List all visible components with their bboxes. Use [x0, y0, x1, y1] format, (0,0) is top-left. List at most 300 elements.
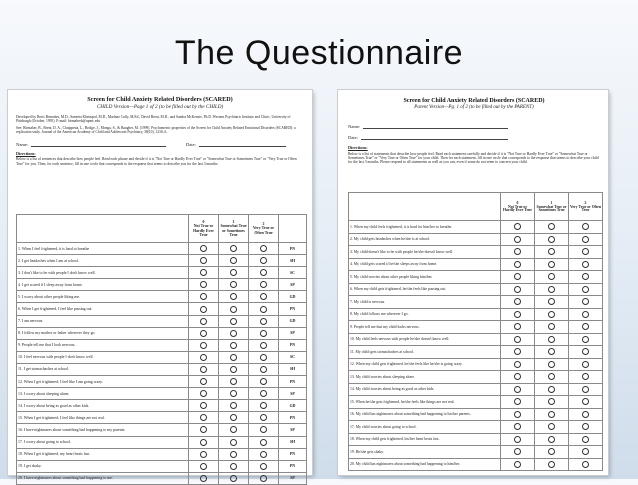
parent-date-field[interactable] [348, 135, 508, 140]
child-answer-cell [249, 303, 279, 315]
child-question-row [17, 424, 307, 436]
child-answer-cell [219, 327, 249, 339]
child-response-circle[interactable] [230, 245, 237, 252]
slide-title: The Questionnaire [174, 34, 464, 72]
parent-response-circle[interactable] [582, 236, 589, 243]
child-question-text: 19. I get shaky. [17, 460, 189, 472]
parent-response-circle[interactable] [514, 223, 521, 230]
child-response-circle[interactable] [260, 366, 267, 373]
child-answer-cell [249, 363, 279, 375]
child-answer-cell [219, 243, 249, 255]
parent-answer-cell [535, 308, 569, 321]
child-answer-cell [219, 400, 249, 412]
child-question-text: 3. I don't like to be with people I don't know well. [17, 267, 189, 279]
parent-answer-cell [535, 371, 569, 384]
child-date-field[interactable] [186, 142, 286, 147]
child-response-circle[interactable] [200, 245, 207, 252]
child-response-circle[interactable] [200, 451, 207, 458]
parent-response-circle[interactable] [514, 298, 521, 305]
child-answer-cell [249, 472, 279, 484]
child-response-circle[interactable] [200, 390, 207, 397]
child-answer-cell [219, 303, 249, 315]
child-answer-cell [219, 436, 249, 448]
child-response-circle[interactable] [260, 439, 267, 446]
child-response-circle[interactable] [260, 463, 267, 470]
parent-response-circle[interactable] [582, 373, 589, 380]
child-answer-cell [249, 243, 279, 255]
child-response-circle[interactable] [230, 354, 237, 361]
child-response-circle[interactable] [200, 330, 207, 337]
child-answer-cell [189, 255, 219, 267]
parent-response-circle[interactable] [582, 311, 589, 318]
parent-answer-cell [535, 408, 569, 421]
parent-response-circle[interactable] [582, 436, 589, 443]
child-question-text: 2. I get headaches when I am at school. [17, 255, 189, 267]
child-factor-code: PN [279, 412, 307, 424]
child-response-circle[interactable] [230, 293, 237, 300]
child-factor-code: GD [279, 400, 307, 412]
child-answer-cell [189, 339, 219, 351]
parent-answer-cell [569, 346, 603, 359]
child-response-circle[interactable] [230, 402, 237, 409]
parent-response-circle[interactable] [514, 411, 521, 418]
parent-question-row [349, 321, 603, 334]
parent-answer-cell [569, 383, 603, 396]
parent-question-row [349, 458, 603, 471]
child-answer-cell [219, 279, 249, 291]
child-question-text: 11. I get stomachaches at school. [17, 363, 189, 375]
child-question-row [17, 363, 307, 375]
parent-answer-cell [501, 246, 535, 259]
child-question-text: 18. When I get frightened, my heart beats fast. [17, 448, 189, 460]
child-factor-code: PN [279, 376, 307, 388]
parent-answer-cell [535, 296, 569, 309]
child-version-page [8, 90, 312, 481]
child-answer-cell [249, 315, 279, 327]
child-answer-cell [249, 412, 279, 424]
parent-question-row [349, 221, 603, 234]
parent-version-page [338, 90, 608, 475]
child-response-circle[interactable] [230, 366, 237, 373]
child-response-circle[interactable] [230, 257, 237, 264]
parent-answer-cell [569, 433, 603, 446]
parent-question-text: 14. My child worries about being as good as other kids. [349, 383, 501, 396]
parent-doc-subtitle: Parent Version—Pg. 1 of 2 (to be filled out by the PARENT) [414, 105, 534, 110]
child-question-text: 17. I worry about going to school. [17, 436, 189, 448]
child-code-header [279, 215, 307, 243]
child-response-circle[interactable] [260, 245, 267, 252]
parent-question-text: 6. When my child gets frightened, he/she feels like passing out. [349, 283, 501, 296]
child-answer-cell [189, 376, 219, 388]
child-factor-code: SP [279, 327, 307, 339]
child-answer-cell [219, 315, 249, 327]
child-response-circle[interactable] [200, 426, 207, 433]
parent-response-circle[interactable] [548, 361, 555, 368]
parent-answer-cell [569, 458, 603, 471]
child-response-circle[interactable] [260, 414, 267, 421]
child-response-circle[interactable] [200, 366, 207, 373]
child-answer-cell [219, 339, 249, 351]
child-factor-code: SP [279, 279, 307, 291]
child-response-circle[interactable] [200, 281, 207, 288]
parent-question-text: 12. When my child gets frightened, he/she feels like he/she is going crazy. [349, 358, 501, 371]
child-response-circle[interactable] [260, 342, 267, 349]
parent-response-circle[interactable] [514, 311, 521, 318]
parent-response-circle[interactable] [548, 448, 555, 455]
parent-response-circle[interactable] [514, 286, 521, 293]
parent-answer-cell [501, 358, 535, 371]
parent-response-circle[interactable] [514, 386, 521, 393]
child-factor-code: SP [279, 472, 307, 484]
parent-answer-cell [535, 346, 569, 359]
parent-answer-cell [569, 408, 603, 421]
parent-response-circle[interactable] [548, 286, 555, 293]
parent-response-circle[interactable] [514, 348, 521, 355]
parent-answer-cell [535, 358, 569, 371]
parent-question-text: 13. My child worries about sleeping alone. [349, 371, 501, 384]
parent-response-circle[interactable] [582, 386, 589, 393]
child-response-circle[interactable] [230, 475, 237, 482]
child-col-2-header: 2 Very True or Often True [249, 215, 279, 243]
parent-response-circle[interactable] [548, 436, 555, 443]
child-question-row [17, 351, 307, 363]
child-answer-cell [189, 363, 219, 375]
parent-response-circle[interactable] [514, 373, 521, 380]
child-question-text: 14. I worry about being as good as other kids. [17, 400, 189, 412]
parent-question-text: 8. My child follows me wherever I go. [349, 308, 501, 321]
child-answer-cell [249, 376, 279, 388]
child-response-circle[interactable] [260, 390, 267, 397]
child-answer-cell [189, 400, 219, 412]
child-response-circle[interactable] [200, 318, 207, 325]
parent-answer-cell [569, 296, 603, 309]
child-item-header [17, 215, 189, 243]
parent-answer-cell [535, 321, 569, 334]
child-factor-code: SH [279, 363, 307, 375]
child-response-circle[interactable] [200, 342, 207, 349]
child-response-circle[interactable] [230, 463, 237, 470]
parent-doc-title: Screen for Child Anxiety Related Disorders (SCARED) [403, 98, 545, 104]
parent-question-text: 17. My child worries about going to school. [349, 421, 501, 434]
parent-response-circle[interactable] [548, 411, 555, 418]
parent-question-text: 20. My child has nightmares about something bad happening to him/her. [349, 458, 501, 471]
parent-response-circle[interactable] [548, 386, 555, 393]
parent-question-row [349, 433, 603, 446]
parent-answer-cell [501, 396, 535, 409]
child-answer-cell [219, 267, 249, 279]
parent-question-text: 10. My child feels nervous with people he/she doesn't know well. [349, 333, 501, 346]
child-response-circle[interactable] [200, 257, 207, 264]
parent-response-circle[interactable] [548, 236, 555, 243]
parent-response-circle[interactable] [582, 423, 589, 430]
child-col-0-header: 0 Not True or Hardly Ever True [189, 215, 219, 243]
parent-answer-cell [501, 333, 535, 346]
parent-response-circle[interactable] [514, 261, 521, 268]
parent-answer-cell [535, 433, 569, 446]
parent-answer-cell [501, 458, 535, 471]
child-answer-cell [219, 472, 249, 484]
child-response-circle[interactable] [230, 306, 237, 313]
child-response-circle[interactable] [230, 269, 237, 276]
child-answer-cell [219, 412, 249, 424]
child-answer-cell [189, 303, 219, 315]
child-answer-cell [189, 472, 219, 484]
child-question-row [17, 243, 307, 255]
parent-response-circle[interactable] [548, 298, 555, 305]
child-response-circle[interactable] [260, 318, 267, 325]
child-response-circle[interactable] [200, 269, 207, 276]
child-question-row [17, 315, 307, 327]
parent-answer-cell [501, 221, 535, 234]
parent-response-circle[interactable] [548, 273, 555, 280]
child-response-circle[interactable] [230, 414, 237, 421]
child-answer-cell [189, 243, 219, 255]
parent-response-circle[interactable] [514, 448, 521, 455]
parent-answer-cell [535, 446, 569, 459]
parent-answer-cell [535, 233, 569, 246]
child-question-row [17, 267, 307, 279]
child-question-text: 10. I feel nervous with people I don't know well. [17, 351, 189, 363]
parent-response-circle[interactable] [548, 323, 555, 330]
child-response-circle[interactable] [230, 330, 237, 337]
child-question-text: 20. I have nightmares about something bad happening to me. [17, 472, 189, 484]
child-response-circle[interactable] [260, 475, 267, 482]
child-question-row [17, 412, 307, 424]
child-response-circle[interactable] [200, 402, 207, 409]
parent-response-circle[interactable] [582, 223, 589, 230]
child-question-text: 1. When I feel frightened, it is hard to breathe [17, 243, 189, 255]
parent-answer-cell [501, 346, 535, 359]
parent-response-circle[interactable] [548, 261, 555, 268]
parent-question-row [349, 396, 603, 409]
child-response-circle[interactable] [260, 330, 267, 337]
child-factor-code: SP [279, 424, 307, 436]
parent-answer-cell [535, 458, 569, 471]
child-question-text: 16. I have nightmares about something bad happening to my parents. [17, 424, 189, 436]
parent-response-circle[interactable] [548, 398, 555, 405]
child-response-circle[interactable] [260, 426, 267, 433]
child-answer-cell [219, 376, 249, 388]
parent-question-text: 1. When my child feels frightened, it is hard for him/her to breathe. [349, 221, 501, 234]
child-factor-code: GD [279, 291, 307, 303]
child-response-circle[interactable] [230, 342, 237, 349]
parent-response-circle[interactable] [514, 273, 521, 280]
child-question-text: 8. I follow my mother or father wherever they go. [17, 327, 189, 339]
child-response-circle[interactable] [230, 451, 237, 458]
parent-response-circle[interactable] [514, 423, 521, 430]
parent-question-row [349, 258, 603, 271]
parent-response-circle[interactable] [548, 461, 555, 468]
parent-question-row [349, 446, 603, 459]
child-question-text: 15. When I get frightened, I feel like things are not real. [17, 412, 189, 424]
child-response-circle[interactable] [200, 378, 207, 385]
child-answer-cell [219, 291, 249, 303]
parent-question-row [349, 346, 603, 359]
child-name-field[interactable] [16, 142, 166, 147]
child-doc-title: Screen for Child Anxiety Related Disorders (SCARED) [87, 96, 233, 103]
child-date-label: Date: [186, 141, 196, 147]
child-answer-cell [249, 436, 279, 448]
parent-name-field[interactable] [348, 124, 508, 129]
parent-answer-cell [569, 396, 603, 409]
parent-directions-text: Below is a list of statements that describe how people feel. Read each statement carefully and decide if it is "Not True or Hardly Ever True" or "Somewhat True or Sometimes True" or "Very True or Often True" for your child. Then for each statement, fill in one circle that corresponds to the response that seems to describe your child for the last 3 months. Please respond to all statements as well as you can, even if some do not seem to concern your child. [348, 151, 599, 165]
child-response-circle[interactable] [260, 257, 267, 264]
child-response-circle[interactable] [200, 414, 207, 421]
parent-answer-cell [569, 246, 603, 259]
child-question-row [17, 400, 307, 412]
child-response-circle[interactable] [260, 306, 267, 313]
child-answer-cell [189, 436, 219, 448]
parent-answer-cell [535, 396, 569, 409]
parent-response-circle[interactable] [582, 398, 589, 405]
parent-answer-cell [569, 333, 603, 346]
parent-response-circle[interactable] [582, 248, 589, 255]
parent-answer-cell [569, 271, 603, 284]
child-response-circle[interactable] [200, 475, 207, 482]
child-response-circle[interactable] [200, 306, 207, 313]
child-answer-cell [249, 351, 279, 363]
parent-response-circle[interactable] [548, 423, 555, 430]
child-response-circle[interactable] [230, 281, 237, 288]
parent-response-circle[interactable] [582, 411, 589, 418]
child-doc-subtitle: CHILD Version—Page 1 of 2 (to be filled out by the CHILD) [96, 104, 224, 110]
child-response-circle[interactable] [200, 354, 207, 361]
child-answer-cell [249, 460, 279, 472]
child-question-row [17, 460, 307, 472]
child-directions-label: Directions: [16, 150, 36, 156]
parent-response-circle[interactable] [582, 361, 589, 368]
child-question-row [17, 472, 307, 484]
child-response-circle[interactable] [260, 269, 267, 276]
child-answer-cell [249, 327, 279, 339]
child-credit-developers: Developed by Boris Birmaher, M.D., Suneeta Khetarpal, M.D., Marlane Cully, M.Ed., David Brent, M.D., and Sandra McKenzie, Ph.D. Western Psychiatric Institute and Clinic, University of Pittsburgh (October, 1995). E-mail: birmaherb@upmc.edu [16, 115, 291, 124]
parent-answer-cell [501, 321, 535, 334]
child-answer-cell [249, 279, 279, 291]
parent-question-row [349, 408, 603, 421]
parent-response-circle[interactable] [582, 273, 589, 280]
child-question-text: 6. When I get frightened, I feel like passing out. [17, 303, 189, 315]
child-question-text: 12. When I get frightened, I feel like I am going crazy. [17, 376, 189, 388]
parent-question-row [349, 421, 603, 434]
child-question-row [17, 448, 307, 460]
parent-answer-cell [501, 233, 535, 246]
child-col-1-header: 1 Somewhat True or Sometimes True [219, 215, 249, 243]
child-response-circle[interactable] [230, 426, 237, 433]
child-factor-code: SC [279, 267, 307, 279]
parent-answer-cell [535, 221, 569, 234]
parent-response-circle[interactable] [548, 373, 555, 380]
parent-response-circle[interactable] [582, 348, 589, 355]
parent-answer-cell [501, 283, 535, 296]
child-response-circle[interactable] [200, 439, 207, 446]
parent-response-circle[interactable] [514, 461, 521, 468]
parent-answer-cell [569, 446, 603, 459]
parent-question-text: 9. People tell me that my child looks nervous. [349, 321, 501, 334]
parent-response-circle[interactable] [514, 361, 521, 368]
parent-answer-cell [569, 258, 603, 271]
child-response-circle[interactable] [230, 439, 237, 446]
child-factor-code: PN [279, 448, 307, 460]
parent-response-circle[interactable] [582, 323, 589, 330]
child-response-circle[interactable] [260, 451, 267, 458]
parent-col-1-header: 1 Somewhat True or Sometimes True [535, 193, 569, 221]
child-factor-code: SP [279, 388, 307, 400]
parent-question-row [349, 358, 603, 371]
child-response-circle[interactable] [260, 293, 267, 300]
parent-answer-cell [501, 371, 535, 384]
child-response-circle[interactable] [260, 354, 267, 361]
parent-answer-cell [501, 296, 535, 309]
child-answer-cell [189, 412, 219, 424]
parent-answer-cell [535, 258, 569, 271]
parent-response-circle[interactable] [514, 336, 521, 343]
child-response-circle[interactable] [230, 390, 237, 397]
child-response-circle[interactable] [260, 281, 267, 288]
child-answer-cell [189, 388, 219, 400]
parent-response-circle[interactable] [514, 323, 521, 330]
parent-response-circle[interactable] [514, 398, 521, 405]
parent-response-circle[interactable] [548, 311, 555, 318]
parent-response-circle[interactable] [548, 348, 555, 355]
parent-response-circle[interactable] [582, 286, 589, 293]
parent-answer-cell [535, 383, 569, 396]
parent-response-circle[interactable] [514, 236, 521, 243]
child-response-circle[interactable] [260, 402, 267, 409]
parent-response-circle[interactable] [582, 448, 589, 455]
parent-answer-cell [501, 421, 535, 434]
parent-answer-cell [569, 421, 603, 434]
parent-response-circle[interactable] [582, 336, 589, 343]
parent-question-text: 5. My child worries about other people liking him/her. [349, 271, 501, 284]
parent-date-label: Date: [348, 135, 358, 140]
parent-question-row [349, 233, 603, 246]
child-response-circle[interactable] [260, 378, 267, 385]
parent-answer-cell [569, 221, 603, 234]
parent-response-circle[interactable] [514, 436, 521, 443]
parent-directions-label: Directions: [348, 145, 368, 150]
parent-question-row [349, 333, 603, 346]
child-response-circle[interactable] [230, 318, 237, 325]
child-question-table [16, 214, 307, 485]
parent-item-header [349, 193, 501, 221]
child-response-circle[interactable] [230, 378, 237, 385]
child-answer-cell [249, 424, 279, 436]
child-question-row [17, 388, 307, 400]
child-question-text: 9. People tell me that I look nervous. [17, 339, 189, 351]
parent-response-circle[interactable] [582, 298, 589, 305]
child-question-text: 5. I worry about other people liking me. [17, 291, 189, 303]
parent-question-text: 11. My child gets stomachaches at school. [349, 346, 501, 359]
parent-answer-cell [535, 333, 569, 346]
child-answer-cell [249, 291, 279, 303]
parent-question-text: 15. When he/she gets frightened, he/she feels like things are not real. [349, 396, 501, 409]
parent-answer-cell [501, 408, 535, 421]
child-response-circle[interactable] [200, 463, 207, 470]
parent-response-circle[interactable] [514, 248, 521, 255]
child-factor-code: PN [279, 243, 307, 255]
parent-response-circle[interactable] [548, 336, 555, 343]
parent-answer-cell [535, 421, 569, 434]
parent-question-row [349, 308, 603, 321]
parent-response-circle[interactable] [582, 261, 589, 268]
child-response-circle[interactable] [200, 293, 207, 300]
parent-response-circle[interactable] [548, 248, 555, 255]
parent-response-circle[interactable] [582, 461, 589, 468]
parent-question-row [349, 246, 603, 259]
parent-response-circle[interactable] [548, 223, 555, 230]
parent-question-text: 2. My child gets headaches when he/she is at school. [349, 233, 501, 246]
parent-answer-cell [569, 233, 603, 246]
